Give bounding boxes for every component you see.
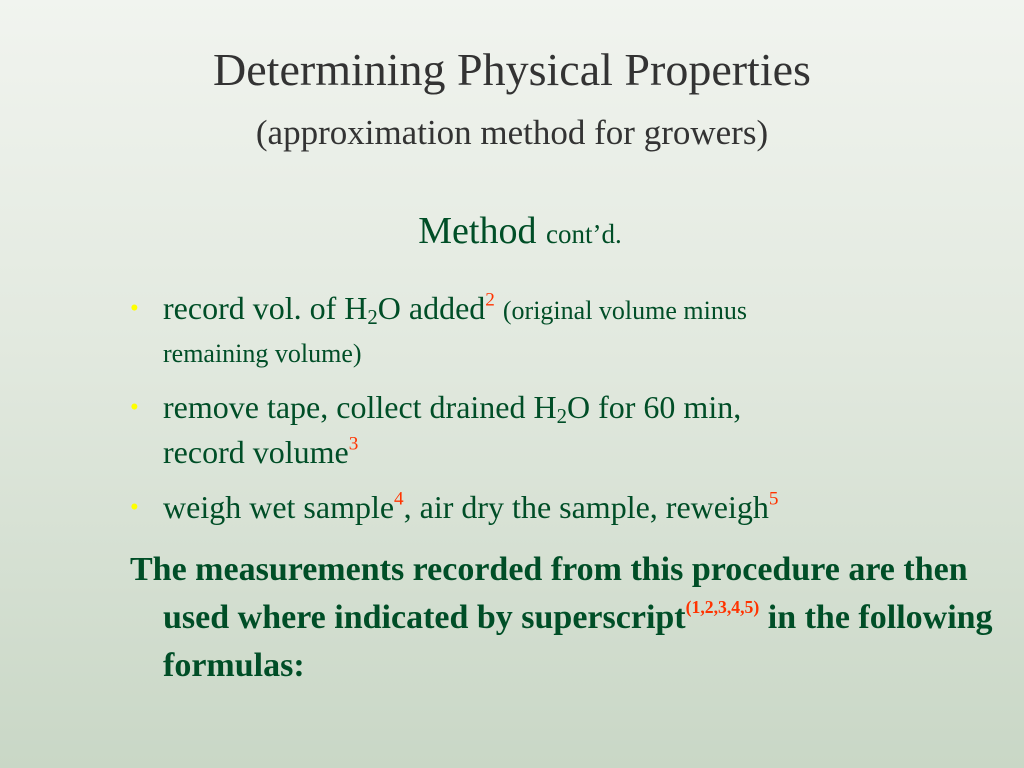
superscript-ref: 2 bbox=[485, 289, 495, 311]
section-heading-cont: cont’d. bbox=[545, 219, 622, 249]
superscript-ref: 4 bbox=[394, 488, 404, 510]
section-heading bbox=[0, 205, 1024, 260]
superscript-ref-list: (1,2,3,4,5) bbox=[685, 596, 760, 617]
bullet-text: , air dry the sample, reweigh bbox=[403, 489, 769, 525]
bullet-text: O for 60 min, bbox=[567, 389, 742, 425]
subscript: 2 bbox=[367, 306, 378, 330]
slide-subtitle: (approximation method for growers) bbox=[255, 113, 769, 152]
bullet-item-record-vol bbox=[130, 286, 990, 375]
summary-text: The measurements recorded from this procedure are then used where indicated by superscript bbox=[130, 551, 968, 636]
bullet-list bbox=[130, 286, 990, 540]
bullet-text: record vol. of H bbox=[163, 290, 368, 326]
bullet-item-weigh bbox=[130, 485, 990, 530]
bullet-text: weigh wet sample bbox=[163, 489, 395, 525]
superscript-ref: 5 bbox=[768, 488, 779, 510]
bullet-item-remove-tape bbox=[130, 385, 990, 475]
bullet-icon: • bbox=[130, 295, 139, 322]
summary-text: in the following formulas: bbox=[163, 599, 993, 684]
bullet-text: O added bbox=[377, 290, 486, 326]
superscript-ref: 3 bbox=[348, 433, 359, 455]
summary-paragraph bbox=[130, 546, 1013, 690]
subscript: 2 bbox=[556, 405, 567, 429]
bullet-text: record volume bbox=[163, 434, 349, 470]
bullet-note: (original volume minus bbox=[502, 296, 747, 325]
bullet-icon: • bbox=[130, 394, 139, 421]
bullet-note-cont: remaining volume) bbox=[163, 339, 362, 368]
slide-title: Determining Physical Properties bbox=[213, 44, 811, 95]
bullet-text: remove tape, collect drained H bbox=[163, 389, 557, 425]
bullet-icon: • bbox=[130, 494, 139, 521]
section-heading-main: Method bbox=[418, 210, 537, 252]
